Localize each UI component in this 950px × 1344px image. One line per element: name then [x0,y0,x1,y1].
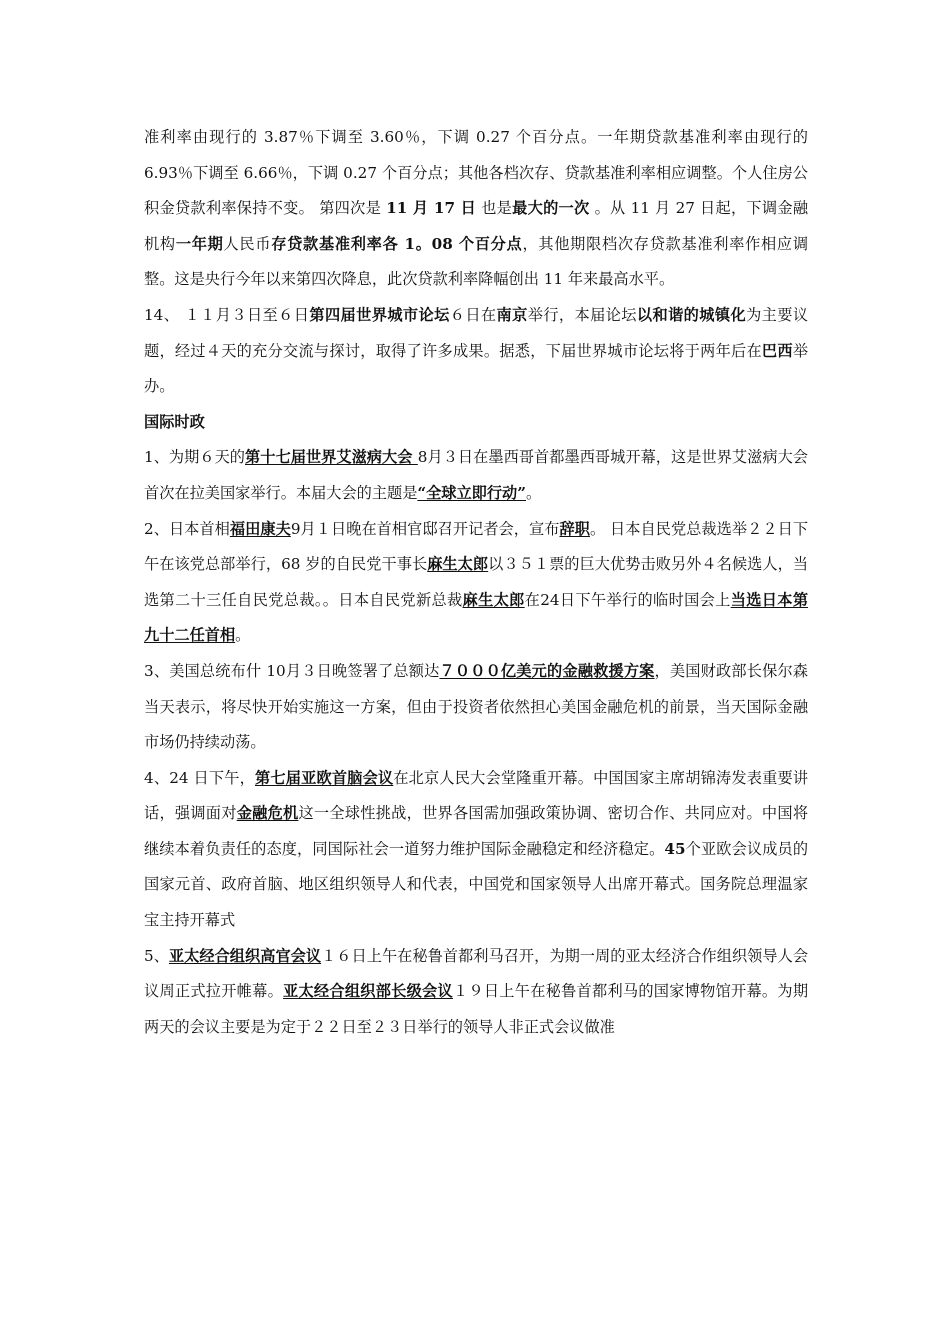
text-run: １９日上午在秘鲁首都利马的国家博物馆开幕。为期两天的会议主要是为定于２２日至２３日举行的领导人非正式会议做准 [144,982,809,1036]
text-run: 。 [525,483,542,502]
text-run: 这一全球性挑战，世界各国需加强政策协调、密切合作、共同应对。中国将继续本着负责任的态度，同国际社会一道努力维护国际金融稳定和经济稳定。 [144,804,809,858]
underlined-bold-text: 福田康夫 [229,519,291,538]
bold-text: 最大的一次 [512,199,590,218]
emphasis [169,947,321,965]
text-run: 5、 [144,946,169,965]
emphasis [237,804,299,822]
underlined-bold-text: 麻生太郎 [462,590,525,609]
text-run: 4、24 日下午， [144,768,256,787]
emphasis [439,662,654,680]
emphasis [245,448,418,466]
underlined-bold-text: 麻生太郎 [427,555,489,574]
underlined-bold-text: 辞职 [559,519,590,538]
bold-text: 以和谐的城镇化 [636,305,747,324]
text-run: 个亚欧会议成员的国家元首、政府首脑、地区组织领导人和代表，中国党和国家领导人出席开幕式。国务院总理温家宝主持开幕式 [144,839,809,930]
section-heading [144,405,808,441]
emphasis [427,555,488,573]
text-run: 9月１日晚在首相官邸召开记者会，宣布 [290,519,560,538]
text-run: 人民币 [223,234,272,253]
text-run: 也是 [476,199,513,218]
text-run: 为主要议题，经过４天的充分交流与探讨，取得了许多成果。据悉，下届世界城市论坛将于两年后在 [144,305,809,360]
paragraph [144,939,808,1046]
text-run: １６日上午在秘鲁首都利马召开，为期一周的亚太经济合作组织领导人会议周正式拉开帷幕。 [144,946,809,1001]
underlined-bold-text: ７０００亿美元的金融救援方案 [439,661,655,680]
underlined-bold-text: 第七届亚欧首脑会议 [255,768,394,787]
paragraph [144,120,808,298]
text-run: 。 [235,626,251,645]
underlined-bold-text: “全球立即行动” [417,483,526,502]
emphasis [255,769,393,787]
text-run: 在24日下午举行的临时国会上 [524,590,731,609]
bold-text: 11 月 17 日 [386,199,477,218]
emphasis [283,982,453,1000]
text-run: 举行，本届论坛 [527,305,637,324]
emphasis [463,591,525,609]
bold-text: 一年期 [175,234,224,253]
text-run: 在北京人民大会堂隆重开幕。中国国家主席胡锦涛发表重要讲话，强调面对 [144,768,809,823]
document-body [144,120,808,1045]
emphasis [559,520,589,538]
text-run: 3、美国总统布什 10月３日晚签署了总额达 [144,661,440,680]
paragraph [144,512,808,654]
text-run: 14、 １１月３日至６日 [144,305,310,324]
paragraph [144,298,808,405]
emphasis [230,520,291,538]
text-run: 。从 11 月 27 日起，下调金融机构 [144,199,809,253]
emphasis [417,484,526,502]
text-run: 举办。 [144,341,809,396]
text-run: ，美国财政部长保尔森当天表示，将尽快开始实施这一方案，但由于投资者依然担心美国金融危机的前景，当天国际金融市场仍持续动荡。 [144,661,808,752]
paragraph [144,761,808,939]
bold-text: 第四届世界城市论坛 [309,305,450,324]
text-run: ６日在 [449,305,497,324]
text-run: 2、日本首相 [144,519,230,538]
paragraph [144,440,808,511]
text-run: 1、为期６天的 [144,448,246,467]
bold-text: 45 [664,839,686,858]
text-run: 。 日本自民党总裁选举２２日下午在该党总部举行，68 岁的自民党干事长 [144,519,809,574]
underlined-bold-text: 亚太经合组织高官会议 [168,946,322,965]
bold-text: 巴西 [761,341,793,360]
underlined-bold-text: 亚太经合组织部长级会议 [283,982,453,1001]
text-run: 以３５１票的巨大优势击败另外４名候选人，当选第二十三任自民党总裁。。日本自民党新总裁 [144,555,808,609]
underlined-bold-text: 当选日本第九十二任首相 [144,590,809,645]
text-run: 国际时政 [144,412,205,431]
bold-text: 存贷款基准利率各 1。08 个百分点 [271,234,523,253]
text-run: 准利率由现行的 3.87％下调至 3.60％，下调 0.27 个百分点。一年期贷款基准利率由现行的 6.93％下调至 6.66％，下调 0.27 个百分点；其他各档次存、贷款基准利率相应调整。个人住房公积金贷款利率保持不变。 第四次是 [144,128,808,218]
bold-text: 南京 [496,305,528,324]
text-run: ，其他期限档次存贷款基准利率作相应调整。这是央行今年以来第四次降息，此次贷款利率降幅创出 11 年来最高水平。 [144,234,809,289]
underlined-bold-text: 第十七届世界艾滋病大会 [245,448,418,467]
text-run: 8月３日在墨西哥首都墨西哥城开幕，这是世界艾滋病大会首次在拉美国家举行。本届大会的主题是 [144,448,808,502]
underlined-bold-text: 金融危机 [236,804,299,823]
paragraph [144,654,808,761]
